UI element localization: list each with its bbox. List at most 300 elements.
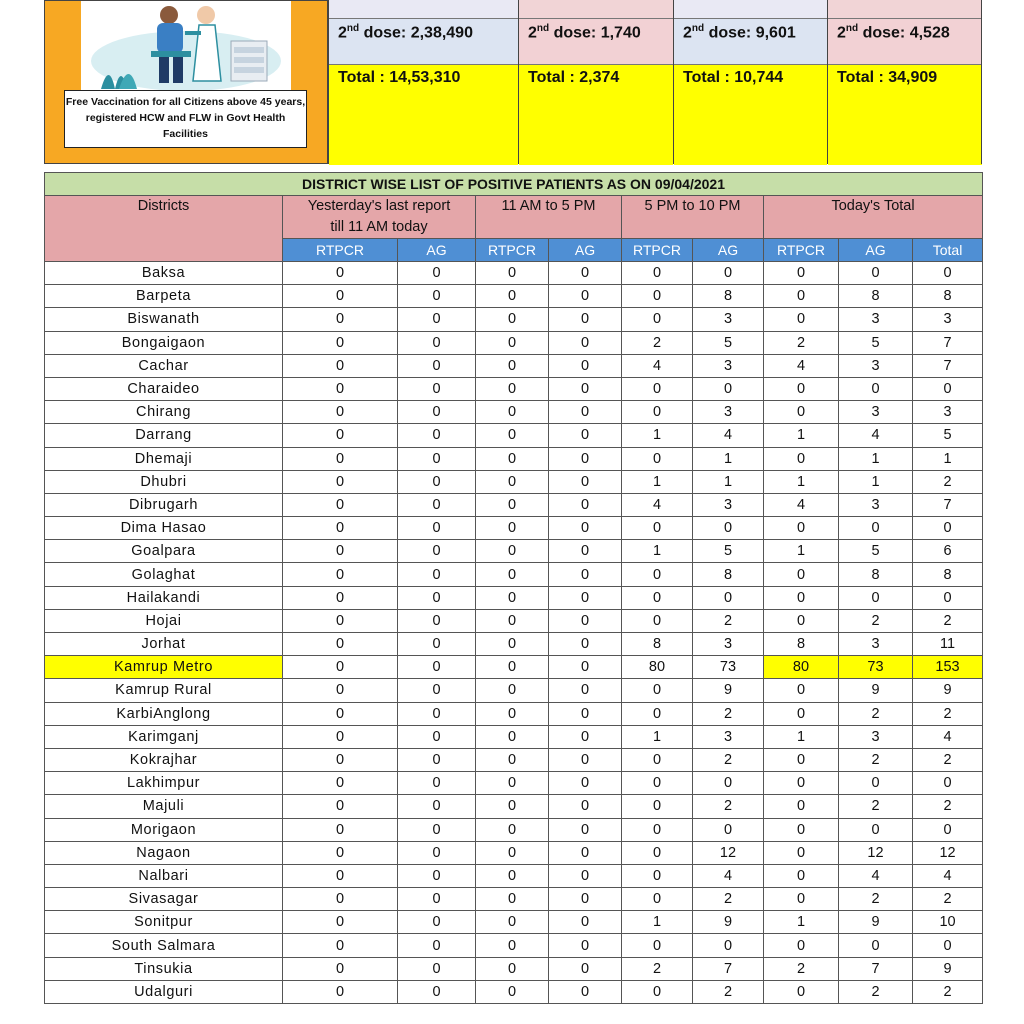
count-cell: 6: [913, 540, 983, 563]
count-cell: 2: [839, 609, 913, 632]
district-name: Baksa: [45, 262, 283, 285]
count-cell: 1: [839, 447, 913, 470]
count-cell: 0: [913, 377, 983, 400]
count-cell: 4: [693, 864, 764, 887]
district-name: Chirang: [45, 401, 283, 424]
count-cell: 7: [839, 957, 913, 980]
count-cell: 9: [913, 679, 983, 702]
count-cell: 5: [839, 331, 913, 354]
count-cell: 0: [476, 517, 549, 540]
count-cell: 0: [622, 308, 693, 331]
count-cell: 0: [549, 818, 622, 841]
count-cell: 0: [283, 609, 398, 632]
count-cell: 0: [549, 980, 622, 1003]
count-cell: 0: [476, 493, 549, 516]
count-cell: 0: [913, 586, 983, 609]
count-cell: 2: [693, 795, 764, 818]
count-cell: 4: [913, 864, 983, 887]
table-row: [45, 493, 983, 516]
count-cell: 0: [622, 401, 693, 424]
count-cell: 0: [476, 980, 549, 1003]
count-cell: 9: [839, 679, 913, 702]
count-cell: 9: [913, 957, 983, 980]
count-cell: 0: [476, 377, 549, 400]
count-cell: 0: [764, 447, 839, 470]
count-cell: 0: [764, 748, 839, 771]
count-cell: 3: [839, 633, 913, 656]
count-cell: 3: [839, 493, 913, 516]
count-cell: 3: [693, 354, 764, 377]
count-cell: 2: [622, 331, 693, 354]
count-cell: 0: [398, 586, 476, 609]
count-cell: 0: [398, 679, 476, 702]
table-row: [45, 888, 983, 911]
count-cell: 3: [693, 493, 764, 516]
count-cell: 0: [693, 586, 764, 609]
count-cell: 9: [693, 911, 764, 934]
count-cell: 2: [764, 957, 839, 980]
count-cell: 0: [764, 517, 839, 540]
count-cell: 0: [839, 517, 913, 540]
count-cell: 8: [693, 285, 764, 308]
count-cell: 0: [398, 262, 476, 285]
count-cell: 0: [622, 377, 693, 400]
count-cell: 2: [839, 702, 913, 725]
count-cell: 0: [764, 609, 839, 632]
count-cell: 0: [476, 911, 549, 934]
count-cell: 0: [283, 633, 398, 656]
count-cell: 73: [839, 656, 913, 679]
count-cell: 0: [693, 377, 764, 400]
count-cell: 0: [693, 262, 764, 285]
slot1-header: 11 AM to 5 PM: [476, 196, 622, 239]
count-cell: 3: [693, 633, 764, 656]
count-cell: 0: [398, 470, 476, 493]
count-cell: 0: [398, 377, 476, 400]
count-cell: 1: [693, 470, 764, 493]
vaccination-column: [328, 0, 518, 164]
count-cell: 1: [622, 470, 693, 493]
count-cell: 0: [283, 563, 398, 586]
vaccination-summary: [44, 0, 982, 164]
count-cell: 0: [764, 563, 839, 586]
count-cell: 0: [398, 401, 476, 424]
count-cell: 0: [283, 470, 398, 493]
count-cell: 8: [764, 633, 839, 656]
count-cell: 0: [476, 864, 549, 887]
district-name: Majuli: [45, 795, 283, 818]
count-cell: 0: [549, 586, 622, 609]
count-cell: 2: [693, 702, 764, 725]
count-cell: 5: [693, 540, 764, 563]
table-row: [45, 377, 983, 400]
count-cell: 0: [549, 609, 622, 632]
count-cell: 0: [693, 772, 764, 795]
count-cell: 0: [283, 957, 398, 980]
count-cell: 0: [476, 308, 549, 331]
count-cell: 0: [764, 841, 839, 864]
count-cell: 0: [398, 308, 476, 331]
count-cell: 0: [283, 656, 398, 679]
table-row: [45, 841, 983, 864]
count-cell: 1: [622, 424, 693, 447]
count-cell: 0: [476, 679, 549, 702]
count-cell: 0: [398, 725, 476, 748]
count-cell: 0: [693, 818, 764, 841]
count-cell: 0: [913, 934, 983, 957]
count-cell: 73: [693, 656, 764, 679]
second-dose-count: 2nd dose: 4,528: [828, 19, 982, 65]
count-cell: 0: [283, 980, 398, 1003]
count-cell: 0: [549, 795, 622, 818]
district-name: Golaghat: [45, 563, 283, 586]
sub-header: AG: [549, 239, 622, 262]
count-cell: 3: [839, 401, 913, 424]
count-cell: 12: [693, 841, 764, 864]
count-cell: 0: [549, 262, 622, 285]
second-dose-count: 2nd dose: 9,601: [674, 19, 827, 65]
count-cell: 0: [622, 586, 693, 609]
count-cell: 0: [283, 795, 398, 818]
count-cell: 0: [476, 609, 549, 632]
count-cell: 0: [398, 957, 476, 980]
count-cell: 3: [839, 354, 913, 377]
sub-header: AG: [693, 239, 764, 262]
count-cell: 4: [764, 493, 839, 516]
count-cell: 0: [549, 633, 622, 656]
table-row: [45, 656, 983, 679]
count-cell: 0: [398, 424, 476, 447]
table-row: [45, 725, 983, 748]
district-name: Charaideo: [45, 377, 283, 400]
table-row: [45, 679, 983, 702]
table-row: [45, 331, 983, 354]
second-dose-count: 2nd dose: 2,38,490: [329, 19, 518, 65]
district-name: Sivasagar: [45, 888, 283, 911]
table-row: [45, 957, 983, 980]
count-cell: 0: [549, 285, 622, 308]
count-cell: 0: [476, 633, 549, 656]
count-cell: 0: [622, 679, 693, 702]
count-cell: 0: [764, 586, 839, 609]
vaccination-column: [518, 0, 673, 164]
count-cell: 0: [839, 262, 913, 285]
count-cell: 0: [398, 748, 476, 771]
count-cell: 0: [549, 679, 622, 702]
count-cell: 0: [476, 888, 549, 911]
count-cell: 0: [549, 470, 622, 493]
sub-header: AG: [398, 239, 476, 262]
column-top-strip: [828, 0, 982, 19]
count-cell: 0: [476, 772, 549, 795]
count-cell: 0: [398, 864, 476, 887]
table-row: [45, 864, 983, 887]
count-cell: 2: [913, 702, 983, 725]
count-cell: 0: [622, 702, 693, 725]
vaccination-column: [673, 0, 827, 164]
count-cell: 1: [693, 447, 764, 470]
count-cell: 4: [622, 493, 693, 516]
count-cell: 0: [549, 377, 622, 400]
count-cell: 0: [476, 447, 549, 470]
count-cell: 0: [398, 563, 476, 586]
table-row: [45, 285, 983, 308]
count-cell: 8: [622, 633, 693, 656]
count-cell: 0: [622, 864, 693, 887]
count-cell: 0: [764, 980, 839, 1003]
count-cell: 2: [839, 980, 913, 1003]
count-cell: 0: [764, 262, 839, 285]
vaccination-poster: [44, 0, 328, 164]
count-cell: 0: [622, 748, 693, 771]
count-cell: 1: [913, 447, 983, 470]
count-cell: 0: [398, 354, 476, 377]
count-cell: 0: [476, 262, 549, 285]
count-cell: 0: [283, 864, 398, 887]
table-row: [45, 633, 983, 656]
districts-header: Districts: [45, 196, 283, 262]
table-row: [45, 911, 983, 934]
count-cell: 1: [764, 725, 839, 748]
district-name: KarbiAnglong: [45, 702, 283, 725]
sub-header: RTPCR: [764, 239, 839, 262]
table-row: [45, 424, 983, 447]
count-cell: 8: [913, 563, 983, 586]
count-cell: 0: [476, 563, 549, 586]
count-cell: 0: [693, 934, 764, 957]
count-cell: 0: [476, 656, 549, 679]
column-top-strip: [329, 0, 518, 19]
district-name: Nagaon: [45, 841, 283, 864]
count-cell: 0: [549, 401, 622, 424]
count-cell: 0: [476, 957, 549, 980]
district-name: Nalbari: [45, 864, 283, 887]
table-row: [45, 447, 983, 470]
count-cell: 0: [283, 285, 398, 308]
count-cell: 0: [398, 285, 476, 308]
slot2-header: 5 PM to 10 PM: [622, 196, 764, 239]
count-cell: 9: [839, 911, 913, 934]
count-cell: 2: [693, 609, 764, 632]
table-row: [45, 980, 983, 1003]
count-cell: 4: [913, 725, 983, 748]
district-name: Udalguri: [45, 980, 283, 1003]
count-cell: 0: [764, 934, 839, 957]
count-cell: 0: [549, 888, 622, 911]
count-cell: 0: [398, 980, 476, 1003]
count-cell: 0: [283, 679, 398, 702]
count-cell: 0: [283, 586, 398, 609]
count-cell: 0: [283, 262, 398, 285]
count-cell: 0: [622, 888, 693, 911]
count-cell: 0: [549, 748, 622, 771]
count-cell: 0: [398, 493, 476, 516]
count-cell: 8: [913, 285, 983, 308]
count-cell: 1: [622, 540, 693, 563]
district-name: Karimganj: [45, 725, 283, 748]
district-name: Biswanath: [45, 308, 283, 331]
count-cell: 0: [549, 540, 622, 563]
count-cell: 0: [283, 517, 398, 540]
count-cell: 0: [549, 424, 622, 447]
count-cell: 0: [398, 447, 476, 470]
count-cell: 2: [913, 888, 983, 911]
count-cell: 0: [764, 285, 839, 308]
count-cell: 0: [476, 424, 549, 447]
count-cell: 0: [476, 934, 549, 957]
count-cell: 0: [764, 308, 839, 331]
count-cell: 2: [693, 980, 764, 1003]
count-cell: 3: [839, 725, 913, 748]
count-cell: 0: [764, 795, 839, 818]
district-name: Goalpara: [45, 540, 283, 563]
table-row: [45, 262, 983, 285]
count-cell: 0: [476, 331, 549, 354]
count-cell: 0: [839, 586, 913, 609]
count-cell: 0: [764, 401, 839, 424]
count-cell: 0: [398, 795, 476, 818]
count-cell: 0: [283, 748, 398, 771]
count-cell: 5: [839, 540, 913, 563]
total-count: Total : 10,744: [674, 65, 827, 165]
count-cell: 0: [693, 517, 764, 540]
count-cell: 2: [839, 888, 913, 911]
count-cell: 4: [839, 424, 913, 447]
count-cell: 0: [398, 934, 476, 957]
count-cell: 0: [476, 401, 549, 424]
total-count: Total : 34,909: [828, 65, 982, 165]
count-cell: 0: [283, 308, 398, 331]
count-cell: 3: [693, 725, 764, 748]
count-cell: 0: [549, 725, 622, 748]
table-row: [45, 934, 983, 957]
count-cell: 0: [476, 586, 549, 609]
count-cell: 0: [622, 563, 693, 586]
count-cell: 0: [549, 934, 622, 957]
count-cell: 0: [764, 772, 839, 795]
count-cell: 0: [839, 772, 913, 795]
count-cell: 0: [549, 493, 622, 516]
count-cell: 0: [283, 841, 398, 864]
count-cell: 2: [764, 331, 839, 354]
count-cell: 10: [913, 911, 983, 934]
count-cell: 2: [913, 795, 983, 818]
count-cell: 1: [764, 911, 839, 934]
count-cell: 0: [283, 447, 398, 470]
count-cell: 2: [839, 748, 913, 771]
district-name: Darrang: [45, 424, 283, 447]
district-positive-table: [44, 172, 983, 1004]
count-cell: 7: [913, 354, 983, 377]
count-cell: 0: [764, 818, 839, 841]
table-row: [45, 748, 983, 771]
count-cell: 8: [693, 563, 764, 586]
table-row: [45, 470, 983, 493]
count-cell: 1: [764, 424, 839, 447]
count-cell: 0: [283, 401, 398, 424]
vaccination-column: [827, 0, 982, 164]
count-cell: 0: [398, 656, 476, 679]
count-cell: 7: [913, 331, 983, 354]
district-name: Morigaon: [45, 818, 283, 841]
count-cell: 0: [283, 818, 398, 841]
table-row: [45, 401, 983, 424]
table-row: [45, 308, 983, 331]
count-cell: 80: [764, 656, 839, 679]
count-cell: 1: [622, 911, 693, 934]
count-cell: 0: [476, 725, 549, 748]
second-dose-count: 2nd dose: 1,740: [519, 19, 673, 65]
count-cell: 7: [693, 957, 764, 980]
count-cell: 0: [839, 818, 913, 841]
count-cell: 0: [476, 795, 549, 818]
count-cell: 0: [622, 934, 693, 957]
count-cell: 0: [283, 888, 398, 911]
count-cell: 0: [398, 818, 476, 841]
count-cell: 0: [549, 331, 622, 354]
count-cell: 0: [549, 841, 622, 864]
table-row: [45, 795, 983, 818]
count-cell: 7: [913, 493, 983, 516]
count-cell: 0: [283, 772, 398, 795]
count-cell: 0: [839, 934, 913, 957]
count-cell: 0: [549, 517, 622, 540]
count-cell: 0: [398, 772, 476, 795]
count-cell: 2: [913, 748, 983, 771]
count-cell: 8: [839, 285, 913, 308]
count-cell: 0: [549, 702, 622, 725]
count-cell: 12: [913, 841, 983, 864]
count-cell: 0: [398, 702, 476, 725]
count-cell: 0: [622, 262, 693, 285]
count-cell: 0: [476, 285, 549, 308]
count-cell: 2: [693, 888, 764, 911]
table-row: [45, 818, 983, 841]
count-cell: 1: [622, 725, 693, 748]
table-row: [45, 586, 983, 609]
district-name: Kamrup Rural: [45, 679, 283, 702]
table-row: [45, 609, 983, 632]
count-cell: 0: [398, 517, 476, 540]
district-name: Cachar: [45, 354, 283, 377]
sub-header: RTPCR: [622, 239, 693, 262]
count-cell: 0: [398, 540, 476, 563]
count-cell: 0: [283, 540, 398, 563]
yesterday-header: Yesterday's last report till 11 AM today: [283, 196, 476, 239]
district-name: Jorhat: [45, 633, 283, 656]
sub-header: RTPCR: [476, 239, 549, 262]
count-cell: 1: [764, 470, 839, 493]
count-cell: 0: [622, 285, 693, 308]
column-top-strip: [519, 0, 673, 19]
count-cell: 0: [622, 980, 693, 1003]
district-name: Sonitpur: [45, 911, 283, 934]
table-row: [45, 354, 983, 377]
count-cell: 0: [283, 354, 398, 377]
count-cell: 0: [549, 354, 622, 377]
total-count: Total : 14,53,310: [329, 65, 518, 165]
count-cell: 0: [398, 609, 476, 632]
district-name: Kokrajhar: [45, 748, 283, 771]
district-name: Dima Hasao: [45, 517, 283, 540]
district-name: Dibrugarh: [45, 493, 283, 516]
count-cell: 2: [913, 609, 983, 632]
count-cell: 0: [913, 517, 983, 540]
count-cell: 0: [398, 911, 476, 934]
table-row: [45, 563, 983, 586]
count-cell: 4: [839, 864, 913, 887]
count-cell: 0: [839, 377, 913, 400]
